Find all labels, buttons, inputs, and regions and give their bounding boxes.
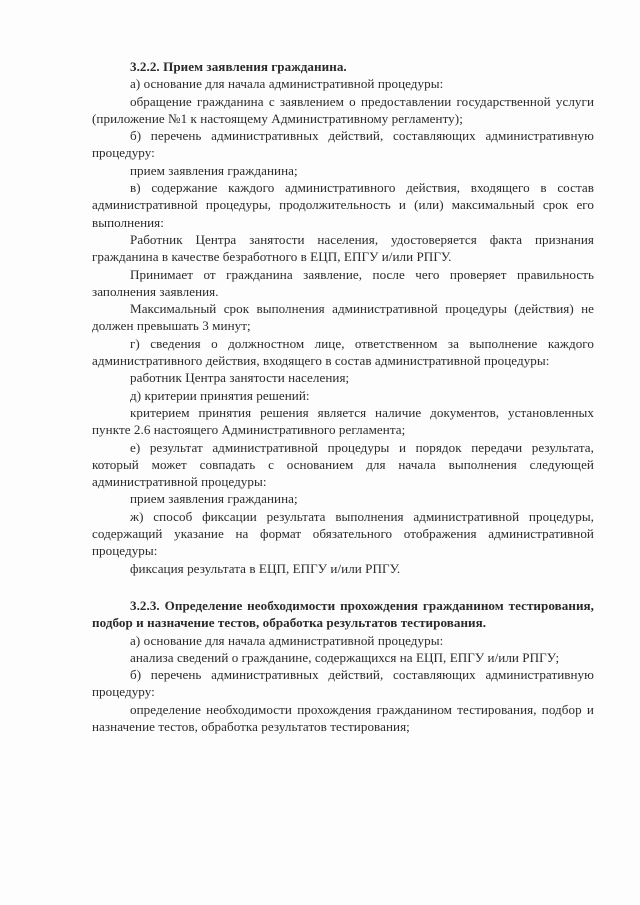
paragraph: определение необходимости прохождения гражданином тестирования, подбор и назначение тестов, обработка результатов тестирования; (92, 701, 594, 734)
section-spacer (92, 577, 594, 597)
paragraph: Принимает от гражданина заявление, после чего проверяет правильность заполнения заявления. (92, 266, 594, 299)
paragraph: фиксация результата в ЕЦП, ЕПГУ и/или РПГУ. (130, 560, 401, 576)
paragraph: Максимальный срок выполнения административной процедуры (действия) не должен превышать 3 минут; (92, 301, 594, 334)
paragraph: г) сведения о должностном лице, ответственном за выполнение каждого административного действия, входящего в состав административной процедуры: (92, 335, 594, 369)
paragraph: критерием принятия решения является наличие документов, установленных пункте 2.6 настоящего Административного регламента; (92, 404, 594, 438)
paragraph: е) результат административной процедуры и порядок передачи результата, который может совпадать с основанием для начала выполнения следующей административной процедуры: (92, 439, 594, 490)
paragraph: а) основание для начала административной процедуры: (130, 632, 444, 648)
paragraph: обращение гражданина с заявлением о предоставлении государственной услуги (приложение №1 к настоящему Административному регламенту); (92, 93, 594, 126)
paragraph: анализа сведений о гражданине, содержащихся на ЕЦП, ЕПГУ и/или РПГУ; (130, 649, 560, 665)
paragraph: в) содержание каждого административного действия, входящего в состав административной процедуры, продолжительность и (или) максимальный срок его выполнения: (92, 180, 594, 230)
paragraph: ж) способ фиксации результата выполнения административной процедуры, содержащий указание на формат обязательного отображения административной процедуры: (92, 508, 594, 559)
paragraph: работник Центра занятости населения; (130, 370, 350, 386)
section-322-heading: 3.2.2. Прием заявления гражданина. (130, 59, 347, 74)
paragraph: а) основание для начала административной процедуры: (130, 76, 444, 92)
paragraph: д) критерии принятия решений: (130, 387, 310, 403)
paragraph: б) перечень административных действий, составляющих административную процедуру: (92, 128, 594, 161)
document-body (92, 58, 594, 735)
paragraph: прием заявления гражданина; (130, 162, 298, 178)
section-323-heading: 3.2.3. Определение необходимости прохождения гражданином тестирования, подбор и назначение тестов, обработка результатов тестирования. (92, 597, 594, 631)
paragraph: б) перечень административных действий, составляющих административную процедуру: (92, 667, 594, 700)
paragraph: Работник Центра занятости населения, удостоверяется факта признания гражданина в качестве безработного в ЕЦП, ЕПГУ и/или РПГУ. (92, 231, 594, 265)
paragraph: прием заявления гражданина; (130, 491, 298, 507)
